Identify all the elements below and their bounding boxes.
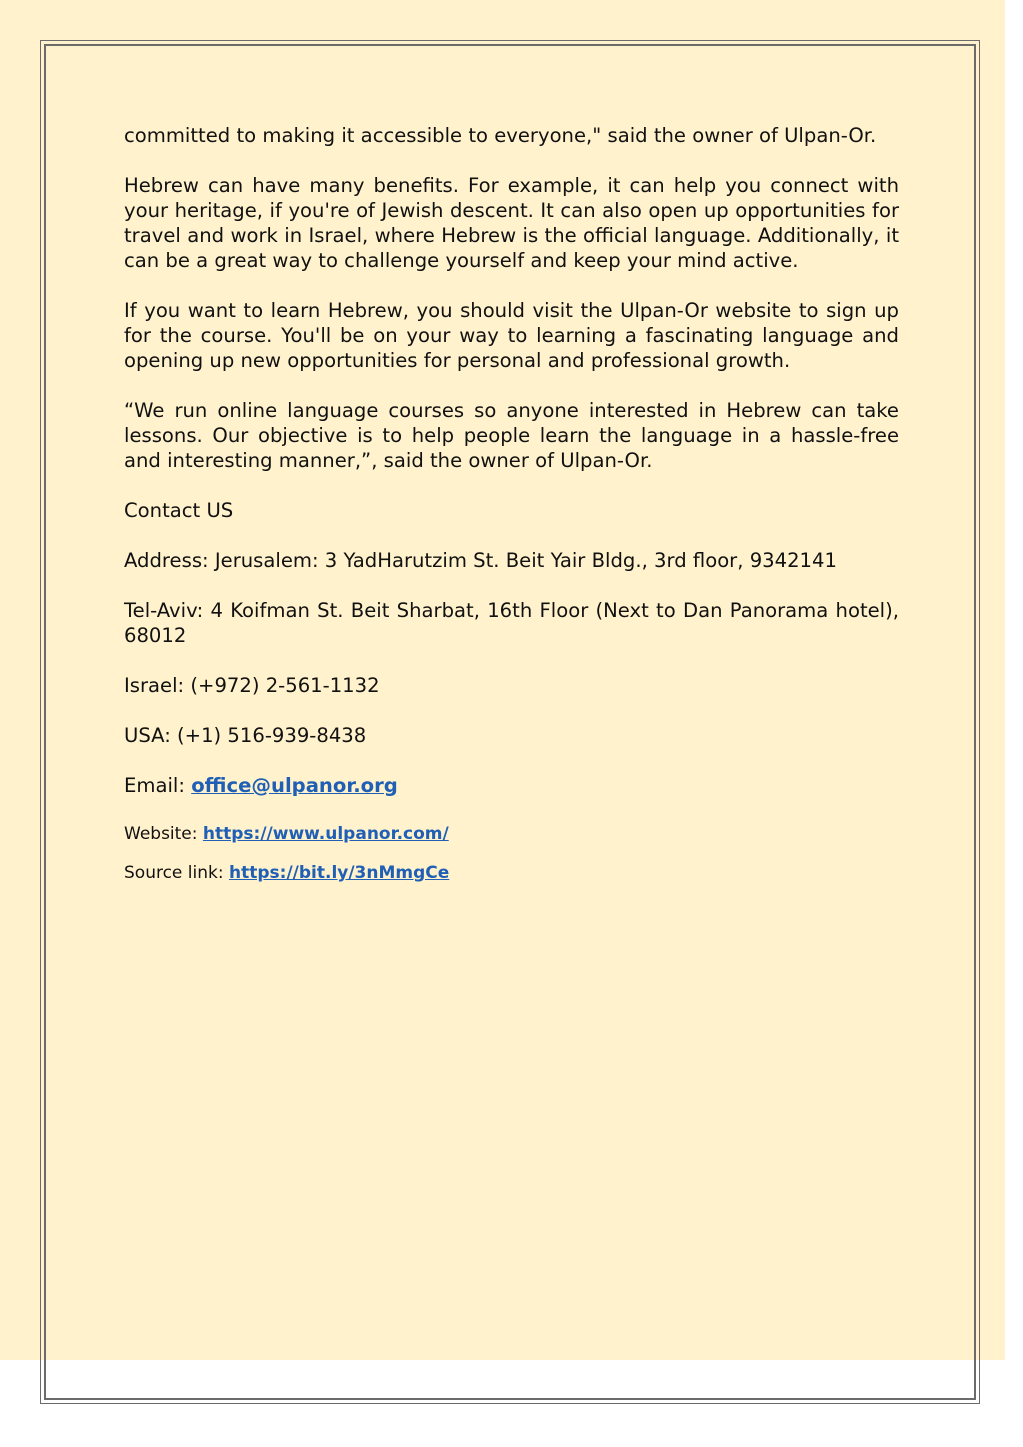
document-body <box>124 123 899 901</box>
address-jerusalem: Address: Jerusalem: 3 YadHarutzim St. Beit Yair Bldg., 3rd floor, 9342141 <box>124 549 837 572</box>
email-link[interactable]: office@ulpanor.org <box>191 774 398 797</box>
email-label: Email: <box>124 774 192 797</box>
website-label: Website: <box>124 824 203 844</box>
phone-israel: Israel: (+972) 2-561-1132 <box>124 674 380 697</box>
paragraph-4: “We run online language courses so anyone interested in Hebrew can take lessons. Our objective is to help people learn the language in a hassle-free and interesting manner,”, said the owner of Ulpan-Or. <box>124 399 899 472</box>
email-line <box>124 773 899 798</box>
phone-usa: USA: (+1) 516-939-8438 <box>124 724 367 747</box>
source-link[interactable]: https://bit.ly/3nMmgCe <box>229 863 450 883</box>
source-line <box>124 862 899 884</box>
source-label: Source link: <box>124 863 229 883</box>
address-telaviv: Tel-Aviv: 4 Koifman St. Beit Sharbat, 16th Floor (Next to Dan Panorama hotel), 68012 <box>124 599 899 647</box>
website-line <box>124 823 899 845</box>
paragraph-3: If you want to learn Hebrew, you should visit the Ulpan-Or website to sign up for the course. You'll be on your way to learning a fascinating language and opening up new opportunities for personal and professional growth. <box>124 299 899 372</box>
website-link[interactable]: https://www.ulpanor.com/ <box>202 824 449 844</box>
paragraph-2: Hebrew can have many benefits. For example, it can help you connect with your heritage, if you're of Jewish descent. It can also open up opportunities for travel and work in Israel, where Hebrew is the official language. Additionally, it can be a great way to challenge yourself and keep your mind active. <box>124 174 899 272</box>
paragraph-1: committed to making it accessible to everyone," said the owner of Ulpan-Or. <box>124 124 877 147</box>
contact-heading: Contact US <box>124 499 234 522</box>
